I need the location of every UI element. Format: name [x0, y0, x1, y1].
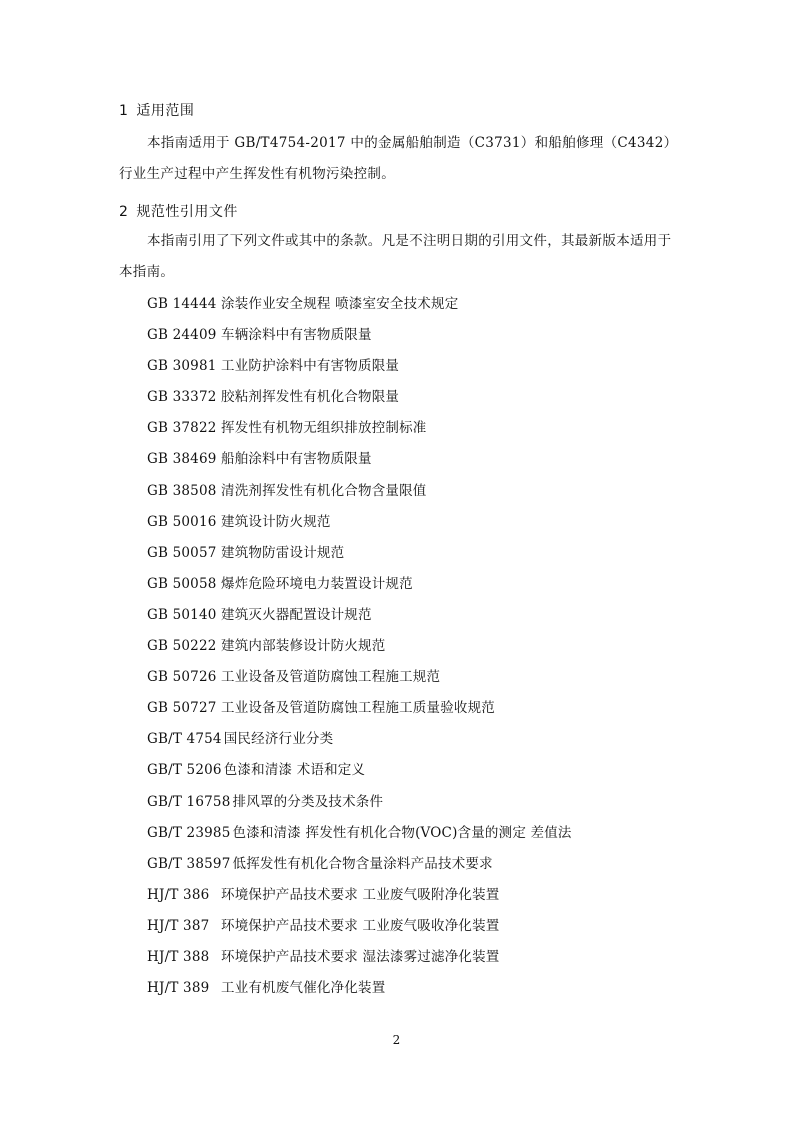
section-1-paragraph [119, 128, 679, 190]
reference-title: 工业设备及管道防腐蚀工程施工质量验收规范 [221, 700, 495, 717]
reference-code: HJ/T 389 [147, 980, 210, 997]
reference-title: 排风罩的分类及技术条件 [232, 793, 384, 810]
reference-item [147, 413, 572, 444]
reference-code: GB 50058 [147, 575, 217, 592]
section-2-number: 2 [119, 204, 129, 220]
reference-title: 环境保护产品技术要求 工业废气吸收净化装置 [221, 917, 500, 934]
reference-item [147, 569, 572, 600]
reference-item [147, 382, 572, 413]
reference-list [147, 289, 572, 1004]
reference-title: 车辆涂料中有害物质限量 [221, 327, 372, 344]
reference-code: GB 50222 [147, 638, 217, 655]
section-2-title: 规范性引用文件 [136, 204, 238, 220]
reference-title: 环境保护产品技术要求 湿法漆雾过滤净化装置 [221, 948, 500, 965]
reference-code: GB 33372 [147, 389, 217, 406]
reference-item [147, 662, 572, 693]
reference-item [147, 849, 572, 880]
reference-code: HJ/T 388 [147, 948, 210, 965]
reference-title: 爆炸危险环境电力装置设计规范 [221, 575, 413, 592]
reference-title: 船舶涂料中有害物质限量 [221, 451, 372, 468]
reference-code: GB 38508 [147, 482, 217, 499]
reference-item [147, 476, 572, 507]
reference-title: 清洗剂挥发性有机化合物含量限值 [221, 482, 427, 499]
reference-code: GB 50016 [147, 513, 217, 530]
reference-code: GB 50057 [147, 544, 217, 561]
reference-item [147, 538, 572, 569]
reference-title: 工业设备及管道防腐蚀工程施工规范 [221, 669, 441, 686]
section-1-body: 本指南适用于 GB/T4754-2017 中的金属船舶制造（C3731）和船舶修理（C4342）行业生产过程中产生挥发性有机物污染控制。 [119, 135, 678, 182]
reference-item [147, 444, 572, 475]
reference-item [147, 631, 572, 662]
reference-title: 色漆和清漆 术语和定义 [223, 762, 366, 779]
reference-item [147, 693, 572, 724]
reference-title: 工业防护涂料中有害物质限量 [221, 358, 400, 375]
reference-code: HJ/T 387 [147, 917, 210, 934]
reference-title: 建筑灭火器配置设计规范 [221, 606, 372, 623]
reference-title: 建筑内部装修设计防火规范 [221, 638, 386, 655]
reference-title: 环境保护产品技术要求 工业废气吸附净化装置 [221, 886, 500, 903]
reference-item [147, 911, 572, 942]
reference-title: 色漆和清漆 挥发性有机化合物(VOC)含量的测定 差值法 [232, 824, 572, 841]
reference-title: 涂装作业安全规程 喷漆室安全技术规定 [221, 296, 459, 312]
reference-code: GB 50727 [147, 700, 217, 717]
reference-title: 建筑物防雷设计规范 [221, 544, 345, 561]
reference-code: GB 37822 [147, 420, 217, 437]
section-1-heading [119, 100, 194, 120]
reference-item [147, 818, 572, 849]
reference-code: GB 50140 [147, 606, 217, 623]
reference-item [147, 724, 572, 755]
reference-item [147, 973, 572, 1004]
reference-item [147, 942, 572, 973]
reference-item [147, 351, 572, 382]
reference-item [147, 755, 572, 786]
page-number: 2 [392, 1033, 401, 1047]
section-2-paragraph [119, 226, 679, 288]
reference-item [147, 320, 572, 351]
reference-title: 建筑设计防火规范 [221, 513, 331, 530]
reference-code: GB/T 38597 [147, 855, 231, 872]
reference-code: HJ/T 386 [147, 886, 210, 903]
reference-code: GB/T 16758 [147, 793, 231, 810]
reference-title: 工业有机废气催化净化装置 [221, 980, 386, 997]
reference-code: GB 30981 [147, 358, 217, 375]
reference-code: GB 50726 [147, 669, 217, 686]
section-1-title: 适用范围 [136, 103, 195, 119]
reference-code: GB/T 5206 [147, 762, 222, 779]
reference-title: 低挥发性有机化合物含量涂料产品技术要求 [232, 855, 493, 872]
reference-code: GB/T 23985 [147, 824, 231, 841]
reference-code: GB 24409 [147, 327, 217, 344]
reference-title: 胶粘剂挥发性有机化合物限量 [221, 389, 400, 406]
reference-item [147, 880, 572, 911]
reference-code: GB 14444 [147, 296, 217, 312]
reference-item [147, 787, 572, 818]
reference-title: 挥发性有机物无组织排放控制标准 [221, 420, 427, 437]
section-2-heading [119, 201, 238, 221]
reference-code: GB 38469 [147, 451, 217, 468]
section-2-body: 本指南引用了下列文件或其中的条款。凡是不注明日期的引用文件，其最新版本适用于本指南。 [119, 233, 672, 280]
reference-item [147, 507, 572, 538]
reference-item [147, 289, 572, 320]
reference-item [147, 600, 572, 631]
section-1-number: 1 [119, 103, 129, 119]
reference-code: GB/T 4754 [147, 731, 222, 748]
reference-title: 国民经济行业分类 [223, 731, 334, 748]
